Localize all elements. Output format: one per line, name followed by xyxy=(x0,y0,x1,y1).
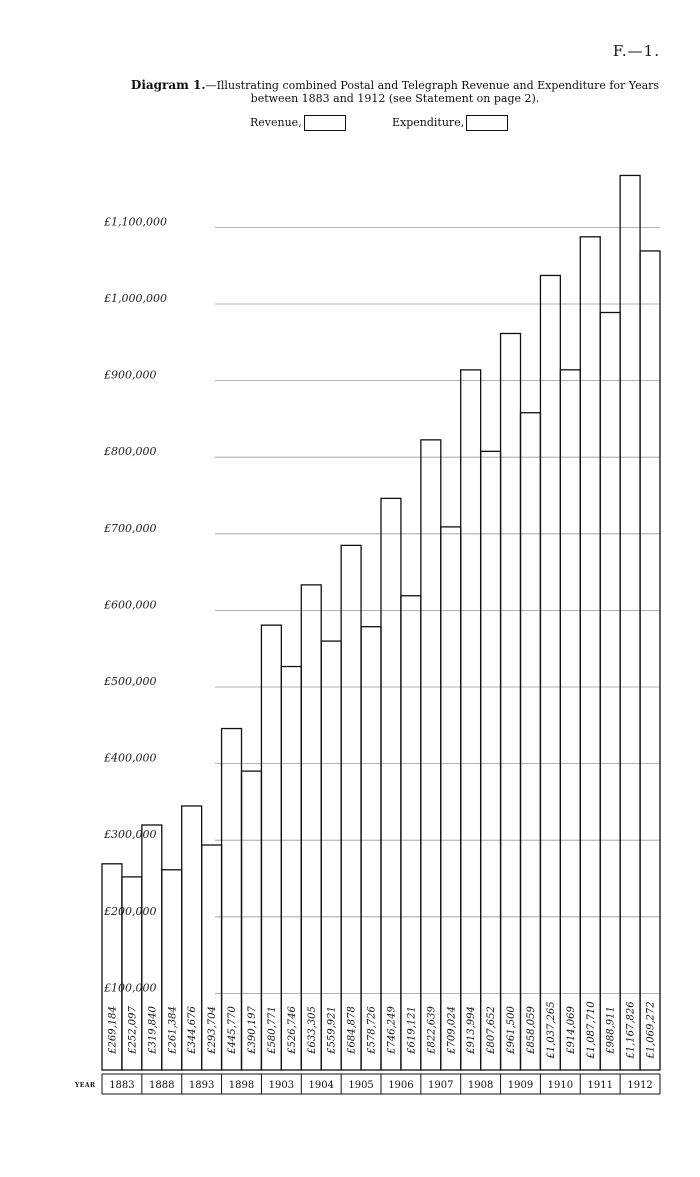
bars xyxy=(102,175,660,1070)
year-label: 1898 xyxy=(228,1080,255,1091)
value-label-revenue: £1,087,710 xyxy=(585,1001,597,1059)
page-id: F.—1. xyxy=(612,42,660,60)
value-label-revenue: £580,771 xyxy=(266,1006,278,1054)
year-label: 1908 xyxy=(467,1080,494,1091)
bar-expenditure xyxy=(361,627,381,1070)
year-label: 1888 xyxy=(149,1080,175,1091)
y-tick-label: £700,000 xyxy=(104,521,157,535)
value-label-expenditure: £559,921 xyxy=(326,1006,338,1054)
y-tick-label: £900,000 xyxy=(104,368,157,382)
bar-expenditure xyxy=(441,527,461,1070)
y-tick-label: £400,000 xyxy=(104,751,157,765)
value-label-expenditure: £252,097 xyxy=(127,1006,139,1054)
bar-expenditure xyxy=(560,370,580,1070)
value-label-expenditure: £293,704 xyxy=(207,1006,219,1054)
value-label-expenditure: £526,746 xyxy=(286,1006,298,1054)
value-labels xyxy=(107,1001,656,1060)
value-label-expenditure: £390,197 xyxy=(246,1006,258,1054)
bar-revenue xyxy=(261,625,281,1070)
bar-expenditure xyxy=(600,312,620,1070)
year-label: 1903 xyxy=(268,1080,295,1091)
value-label-expenditure: £914,069 xyxy=(565,1006,577,1054)
bar-expenditure xyxy=(321,641,341,1070)
value-label-expenditure: £578,726 xyxy=(366,1006,378,1054)
value-label-revenue: £913,994 xyxy=(466,1006,478,1054)
year-label: 1905 xyxy=(348,1080,374,1091)
year-label: 1893 xyxy=(188,1080,215,1091)
diagram-title-text: —Illustrating combined Postal and Telegraph Revenue and Expenditure for Years between 1883 and 1912 (see Statement on page 2). xyxy=(205,79,660,105)
value-label-expenditure: £807,652 xyxy=(486,1006,498,1054)
year-label: 1883 xyxy=(109,1080,135,1091)
bar-revenue xyxy=(461,370,481,1070)
bar-expenditure xyxy=(481,451,501,1070)
value-label-expenditure: £1,069,272 xyxy=(645,1001,657,1059)
bar-revenue xyxy=(501,333,521,1070)
bar-revenue xyxy=(301,585,321,1070)
value-label-expenditure: £988,911 xyxy=(605,1006,617,1054)
y-tick-label: £300,000 xyxy=(104,828,157,842)
year-label: 1907 xyxy=(428,1080,454,1091)
value-label-revenue: £269,184 xyxy=(107,1006,119,1054)
value-label-revenue: £319,840 xyxy=(147,1006,159,1054)
year-label: 1904 xyxy=(308,1080,334,1091)
legend-expenditure-label: Expenditure, xyxy=(392,116,465,129)
value-label-revenue: £822,639 xyxy=(426,1006,438,1054)
value-label-expenditure: £261,384 xyxy=(167,1006,179,1054)
value-label-revenue: £684,878 xyxy=(346,1006,358,1054)
y-tick-label: £100,000 xyxy=(104,981,157,995)
value-label-revenue: £344,676 xyxy=(187,1006,199,1054)
value-label-revenue: £633,305 xyxy=(306,1006,318,1054)
value-label-revenue: £445,770 xyxy=(227,1006,239,1054)
value-label-revenue: £1,037,265 xyxy=(545,1001,557,1059)
value-label-revenue: £746,249 xyxy=(386,1006,398,1054)
value-label-expenditure: £858,059 xyxy=(525,1006,537,1054)
y-tick-label: £500,000 xyxy=(104,675,157,688)
year-label: 1912 xyxy=(627,1080,653,1091)
value-label-revenue: £961,500 xyxy=(506,1006,518,1054)
bar-expenditure xyxy=(401,596,421,1070)
value-label-expenditure: £709,024 xyxy=(446,1006,458,1054)
y-tick-label: £1,100,000 xyxy=(104,215,167,229)
bar-expenditure xyxy=(521,413,541,1070)
bar-revenue xyxy=(580,237,600,1070)
bar-revenue xyxy=(540,275,560,1070)
value-label-expenditure: £619,121 xyxy=(406,1006,418,1054)
y-tick-label: £800,000 xyxy=(104,445,157,459)
value-label-revenue: £1,167,826 xyxy=(625,1001,637,1059)
diagram-title-bold: Diagram 1. xyxy=(130,78,206,92)
y-tick-label: £600,000 xyxy=(104,598,157,612)
year-label: 1909 xyxy=(507,1080,534,1091)
year-axis-label: YEAR xyxy=(75,1082,96,1089)
bar-revenue xyxy=(421,440,441,1070)
y-axis-labels xyxy=(103,215,167,994)
year-label: 1911 xyxy=(587,1080,613,1091)
y-tick-label: £200,000 xyxy=(104,904,157,918)
year-row xyxy=(74,1074,660,1094)
bar-revenue xyxy=(381,498,401,1070)
bar-revenue xyxy=(620,175,640,1070)
legend-revenue-label: Revenue, xyxy=(250,116,302,129)
bar-expenditure xyxy=(640,251,660,1070)
bar-revenue xyxy=(341,545,361,1070)
year-label: 1910 xyxy=(547,1080,574,1091)
year-label: 1906 xyxy=(388,1080,414,1091)
y-tick-label: £1,000,000 xyxy=(104,292,167,305)
